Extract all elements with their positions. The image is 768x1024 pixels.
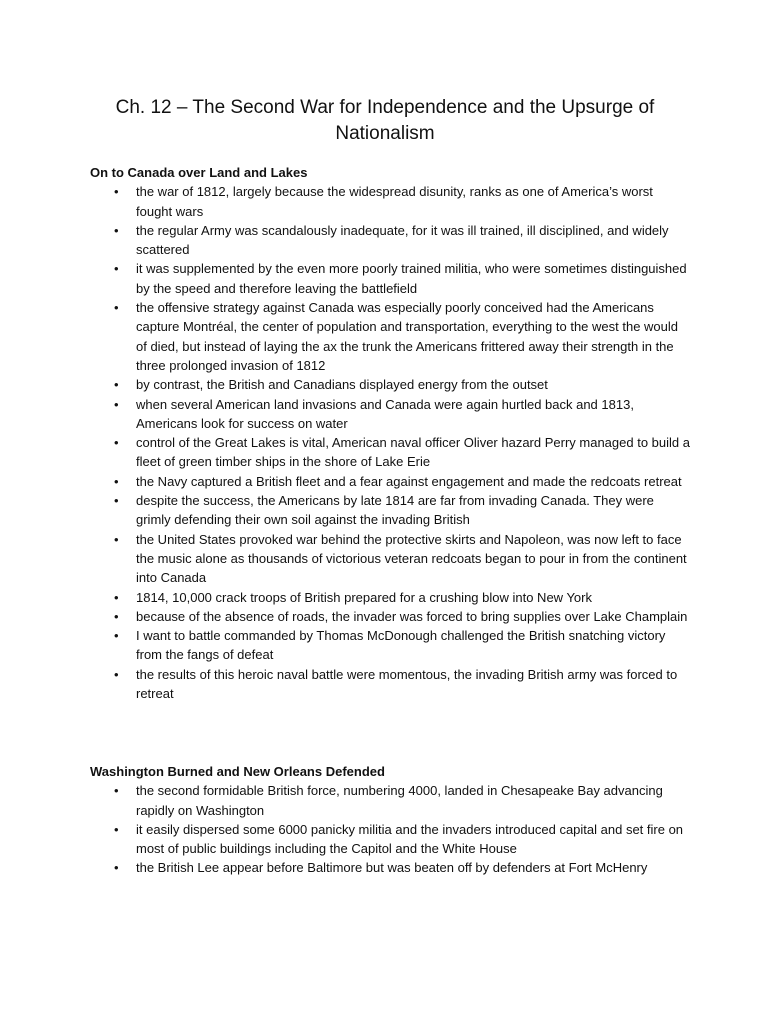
section-canada xyxy=(90,163,690,703)
section-heading: On to Canada over Land and Lakes xyxy=(90,165,308,180)
bullet-text: I want to battle commanded by Thomas McDonough challenged the British snatching victory from the fangs of defeat xyxy=(136,628,666,663)
bullet-text: the results of this heroic naval battle were momentous, the invading British army was forced to retreat xyxy=(136,666,678,702)
bullet-text: control of the Great Lakes is vital, American naval officer Oliver hazard Perry managed to build a fleet of green timber ships in the shore of Lake Erie xyxy=(136,435,690,470)
bullet-icon: • xyxy=(114,377,119,393)
bullet-text: it was supplemented by the even more poorly trained militia, who were sometimes distinguished by the speed and therefore leaving the battlefield xyxy=(136,261,687,296)
bullet-icon: • xyxy=(114,783,119,799)
bullet-text: the British Lee appear before Baltimore but was beaten off by defenders at Fort McHenry xyxy=(136,860,648,876)
bullet-icon: • xyxy=(114,589,119,605)
bullet-item xyxy=(90,530,690,588)
bullet-list xyxy=(90,781,690,877)
bullet-text: the regular Army was scandalously inadequate, for it was ill trained, ill disciplined, and widely scattered xyxy=(136,222,669,258)
bullet-text: the war of 1812, largely because the widespread disunity, ranks as one of America’s worst fought wars xyxy=(136,184,653,219)
bullet-icon: • xyxy=(114,222,119,238)
bullet-icon: • xyxy=(114,300,119,316)
section-washington xyxy=(90,762,690,878)
bullet-icon: • xyxy=(114,396,119,412)
bullet-icon: • xyxy=(114,628,119,644)
bullet-text: because of the absence of roads, the invader was forced to bring supplies over Lake Champlain xyxy=(136,608,688,624)
bullet-icon: • xyxy=(114,493,119,509)
bullet-icon: • xyxy=(114,666,119,682)
document-title: Ch. 12 – The Second War for Independence and the Upsurge of Nationalism xyxy=(115,97,655,144)
bullet-item xyxy=(90,433,690,472)
bullet-icon: • xyxy=(114,531,119,547)
bullet-text: the offensive strategy against Canada was especially poorly conceived had the Americans capture Montréal, the center of population and transportation, everything to the west the would of died, but instead of laying the ax the trunk the Americans frittered away their strength in the three prolonged invasion of 1812 xyxy=(136,300,679,373)
bullet-item xyxy=(90,588,690,607)
bullet-item xyxy=(90,375,690,394)
bullet-icon: • xyxy=(114,821,119,837)
bullet-icon: • xyxy=(114,473,119,489)
bullet-item xyxy=(90,626,690,665)
bullet-text: it easily dispersed some 6000 panicky militia and the invaders introduced capital and set fire on most of public buildings including the Capitol and the White House xyxy=(136,821,684,857)
bullet-icon: • xyxy=(114,608,119,624)
bullet-text: the second formidable British force, numbering 4000, landed in Chesapeake Bay advancing rapidly on Washington xyxy=(136,783,663,818)
bullet-item xyxy=(90,665,690,704)
bullet-item xyxy=(90,221,690,260)
bullet-item xyxy=(90,298,690,375)
bullet-item xyxy=(90,858,690,877)
bullet-item xyxy=(90,491,690,530)
bullet-list xyxy=(90,182,690,703)
bullet-icon: • xyxy=(114,860,119,876)
bullet-icon: • xyxy=(114,435,119,451)
bullet-item xyxy=(90,259,690,298)
bullet-icon: • xyxy=(114,184,119,200)
bullet-text: the Navy captured a British fleet and a fear against engagement and made the redcoats retreat xyxy=(136,473,682,489)
bullet-text: by contrast, the British and Canadians displayed energy from the outset xyxy=(136,377,548,393)
bullet-item xyxy=(90,820,690,859)
bullet-text: when several American land invasions and Canada were again hurtled back and 1813, Americans look for success on water xyxy=(136,396,634,431)
bullet-item xyxy=(90,781,690,820)
bullet-item xyxy=(90,607,690,626)
bullet-text: despite the success, the Americans by late 1814 are far from invading Canada. They were grimly defending their own soil against the invading British xyxy=(136,493,654,528)
section-heading: Washington Burned and New Orleans Defended xyxy=(90,764,385,779)
bullet-item xyxy=(90,395,690,434)
bullet-text: the United States provoked war behind the protective skirts and Napoleon, was now left to face the music alone as thousands of victorious veteran redcoats began to pour in from the continent into Canada xyxy=(136,531,687,586)
bullet-item xyxy=(90,472,690,491)
bullet-icon: • xyxy=(114,261,119,277)
bullet-item xyxy=(90,182,690,221)
bullet-text: 1814, 10,000 crack troops of British prepared for a crushing blow into New York xyxy=(136,589,592,605)
